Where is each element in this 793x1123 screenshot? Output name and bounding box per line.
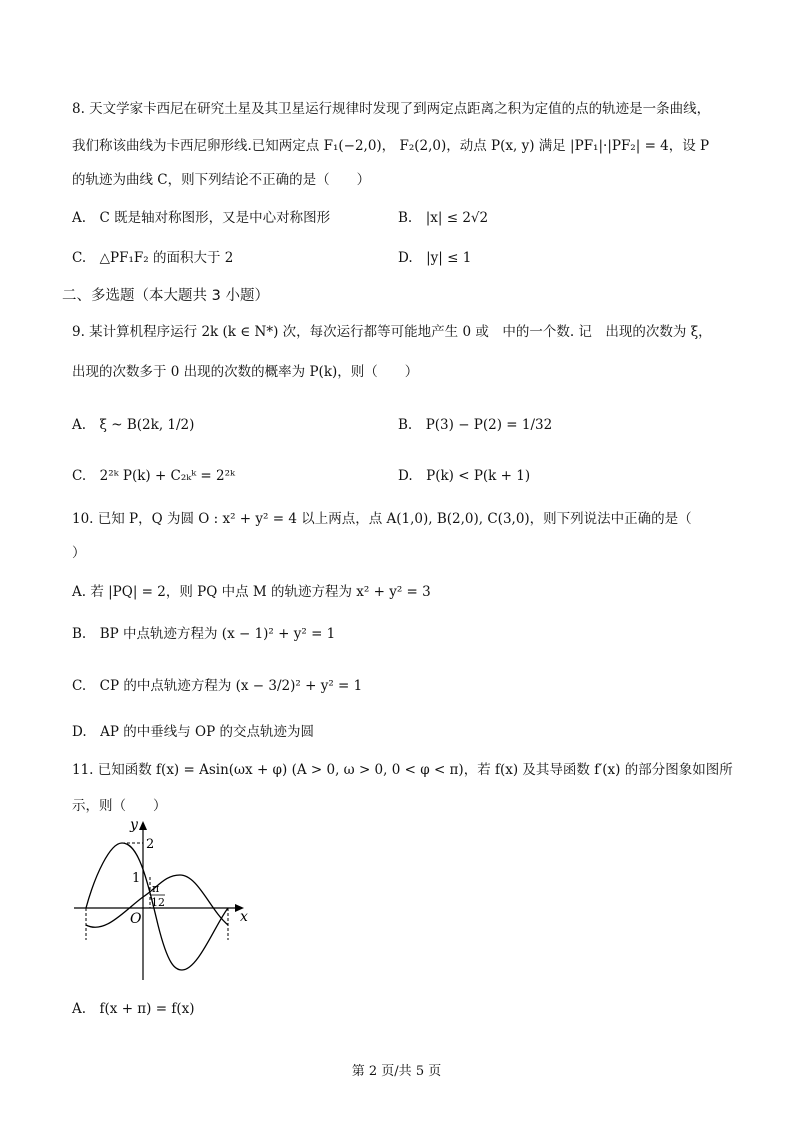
q11-function-graph (70, 815, 255, 985)
y-axis-label: y (130, 817, 138, 833)
q9-option-b: B. P(3) − P(2) = 1/32 (398, 417, 553, 433)
q8-option-c: C. △PF₁F₂ 的面积大于 2 (72, 250, 234, 266)
q8-option-a: A. C 既是轴对称图形，又是中心对称图形 (72, 210, 331, 226)
q10-stem-line2: ） (72, 545, 86, 561)
origin-label: O (130, 911, 142, 927)
q9-stem-line1: 9. 某计算机程序运行 2k (k ∈ N*) 次，每次运行都等可能地产生 0 或 中的一个数. 记 出现的次数为 ξ， (72, 324, 712, 340)
q10-option-d: D. AP 的中垂线与 OP 的交点轨迹为圆 (72, 724, 314, 740)
q11-stem-line1: 11. 已知函数 f(x) = Asin(ωx + φ) (A > 0, ω > 0, 0 < φ < π)，若 f(x) 及其导函数 f′(x) 的部分图象如图所 (72, 762, 733, 778)
q9-option-a: A. ξ ~ B(2k, 1/2) (72, 417, 195, 433)
q11-option-a: A. f(x + π) = f(x) (72, 1001, 195, 1017)
tick-label-1: 1 (132, 871, 141, 886)
q8-stem-line3: 的轨迹为曲线 C，则下列结论不正确的是（ ） (72, 172, 371, 188)
tick-label-12: 12 (151, 896, 165, 909)
q9-option-d: D. P(k) < P(k + 1) (398, 468, 531, 484)
q9-stem-line2: 出现的次数多于 0 出现的次数的概率为 P(k)，则（ ） (72, 364, 419, 380)
q10-option-c: C. CP 的中点轨迹方程为 (x − 3/2)² + y² = 1 (72, 678, 363, 694)
y-axis-arrow-icon (139, 821, 147, 830)
q10-option-a: A. 若 |PQ| = 2，则 PQ 中点 M 的轨迹方程为 x² + y² = 3 (72, 584, 431, 600)
q8-stem-line2: 我们称该曲线为卡西尼卵形线.已知两定点 F₁(−2,0)， F₂(2,0)，动点 P(x, y) 满足 |PF₁|·|PF₂| = 4，设 P (72, 138, 710, 154)
q11-stem-line2: 示，则（ ） (72, 798, 167, 814)
q8-option-d: D. |y| ≤ 1 (398, 250, 472, 266)
tick-label-pi: π (152, 882, 160, 895)
q10-option-b: B. BP 中点轨迹方程为 (x − 1)² + y² = 1 (72, 626, 336, 642)
tick-label-2: 2 (146, 837, 155, 852)
x-axis-label: x (240, 909, 248, 925)
q8-option-b: B. |x| ≤ 2√2 (398, 210, 489, 226)
section-heading-multiple-choice: 二、多选题（本大题共 3 小题） (62, 288, 269, 304)
q8-stem-line1: 8. 天文学家卡西尼在研究土星及其卫星运行规律时发现了到两定点距离之积为定值的点的轨迹是一条曲线， (72, 101, 711, 117)
q9-option-c: C. 2²ᵏ P(k) + C₂ₖᵏ = 2²ᵏ (72, 468, 235, 484)
q10-stem-line1: 10. 已知 P，Q 为圆 O : x² + y² = 4 以上两点，点 A(1,0), B(2,0), C(3,0)，则下列说法中正确的是（ (72, 511, 692, 527)
page-footer: 第 2 页/共 5 页 (351, 1064, 442, 1079)
